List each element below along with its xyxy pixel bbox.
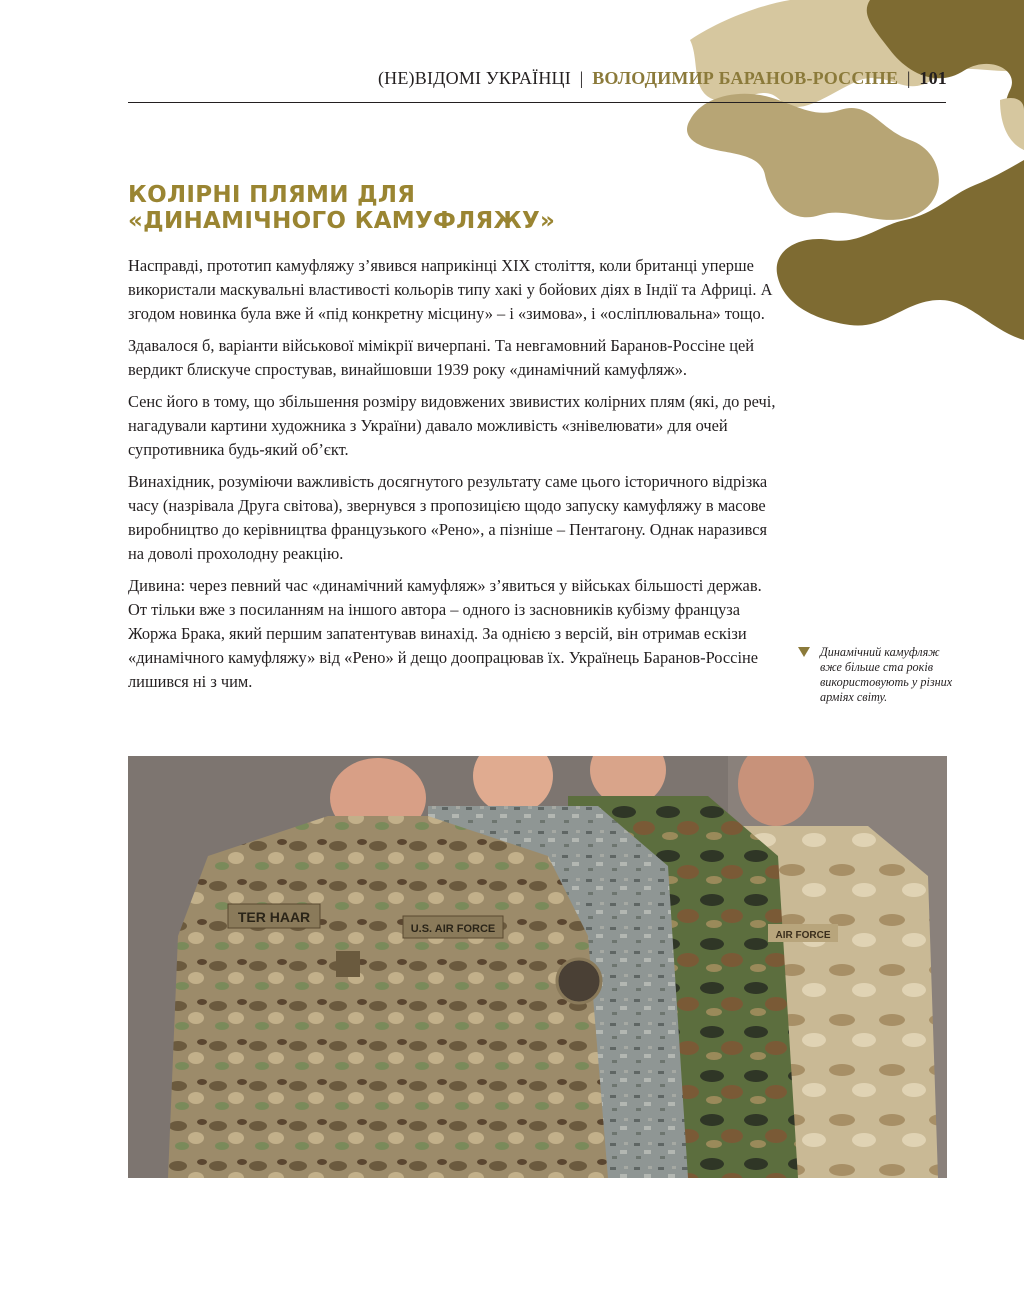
paragraph: Сенс його в тому, що збільшення розміру видовжених звивистих колірних плям (які, до речі, нагадували картини художника з України) давало можливість «знівелювати» для очей супротивника будь-який об’єкт. [128,392,776,459]
photo-soldiers-camouflage [128,756,947,1178]
running-header [378,68,947,89]
series-title: (НЕ)ВІДОМІ УКРАЇНЦІ [377,68,571,88]
article-body [128,254,782,702]
paragraph: Дивина: через певний час «динамічний камуфляж» з’явиться у військах більшості держав. От тільки вже з посиланням на іншого автора – одного із засновників кубізму француза Жоржа Брака, який першим запатентував винахід. За однією з версій, він отримав ескізи «динамічного камуфляжу» від «Рено» й дещо доопрацював їх. Українець Баранов-Россіне лишився ні з чим. [128,576,762,691]
photo-caption [798,645,958,705]
chapter-author: ВОЛОДИМИР БАРАНОВ-РОССІНЕ [592,68,899,88]
paragraph: Здавалося б, варіанти військової мімікрії вичерпані. Та невгамовний Баранов-Россіне цей вердикт блискуче спростував, винайшовши 1939 року «динамічний камуфляж». [128,336,755,379]
header-rule [128,102,946,103]
section-title-line-2: «ДИНАМІЧНОГО КАМУФЛЯЖУ» [128,208,556,234]
section-title-line-1: КОЛІРНІ ПЛЯМИ ДЛЯ [128,182,416,208]
photo-illustration [128,756,947,1178]
name-tape: TER HAAR [237,909,311,925]
section-title [128,182,688,234]
header-separator-2: | [906,68,911,88]
caption-text: Динамічний камуфляж вже більше ста років використовують у різних арміях світу. [820,645,953,704]
paragraph: Винахідник, розуміючи важливість досягнутого результату саме цього історичного відрізка часу (назрівала Друга світова), звернувся з пропозицією щодо запуску камуфляжу в масове виробництво до керівництва французького «Рено», а пізніше – Пентагону. Однак наразився на доволі прохолодну реакцію. [128,472,768,563]
caption-triangle-icon [798,647,810,657]
page-number: 101 [919,68,947,88]
branch-tape: U.S. AIR FORCE [410,923,496,935]
header-separator: | [579,68,584,88]
camo-blob-mid [687,94,939,220]
camo-blob-light-2 [1000,98,1024,150]
paragraph: Насправді, прототип камуфляжу з’явився наприкінці XIX століття, коли британці уперше використали маскувальні властивості кольорів типу хакі у бойових діях в Індії та Африці. А згодом новинка була вже й «під конкретну місцину» – і «зимова», і «осліплювальна» тощо. [128,256,773,323]
branch-tape-2: AIR FORCE [775,930,831,941]
